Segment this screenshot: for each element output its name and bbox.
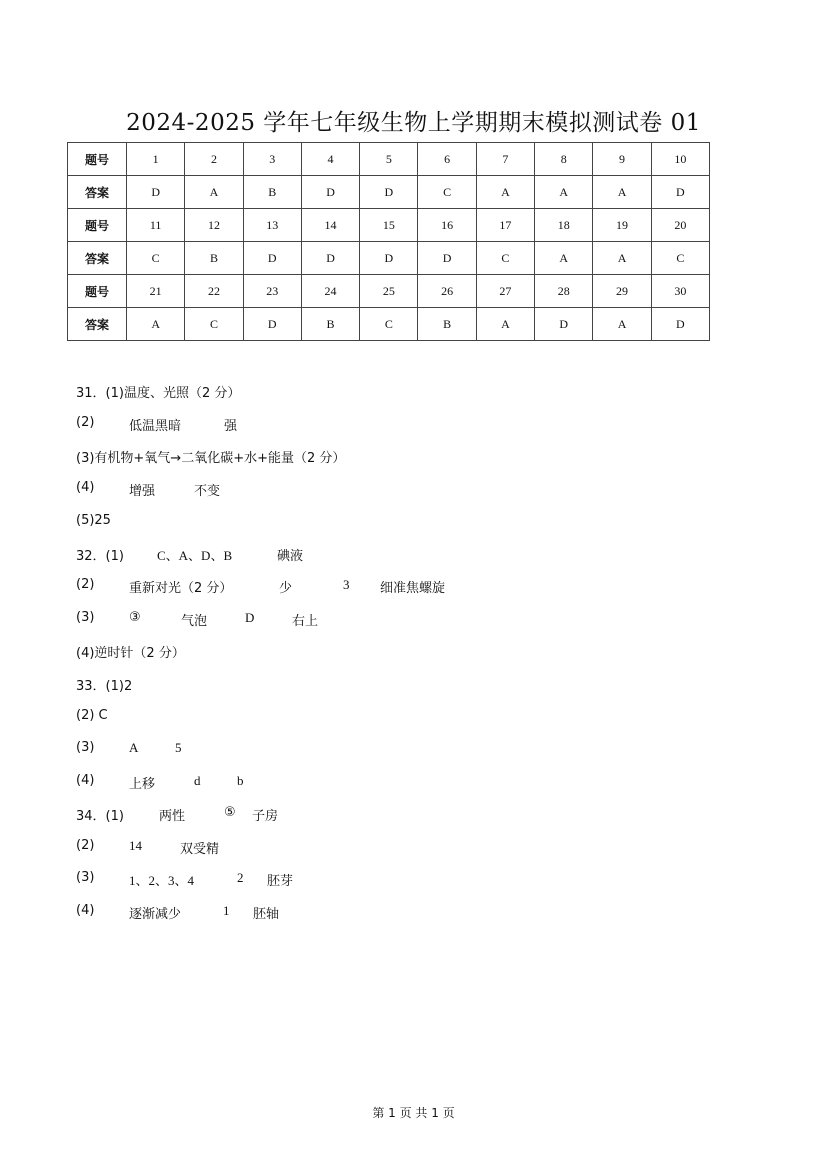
table-cell: 16 xyxy=(418,209,476,242)
table-cell: 26 xyxy=(418,275,476,308)
row-label: 题号 xyxy=(68,143,127,176)
table-cell: D xyxy=(535,308,593,341)
table-cell: D xyxy=(651,308,709,341)
table-cell: 27 xyxy=(476,275,534,308)
table-cell: A xyxy=(535,242,593,275)
table-cell: 8 xyxy=(535,143,593,176)
table-cell: A xyxy=(127,308,185,341)
table-cell: 2 xyxy=(185,143,243,176)
document-title: 2024-2025 学年七年级生物上学期期末模拟测试卷 01 xyxy=(126,110,701,136)
table-cell: D xyxy=(127,176,185,209)
table-cell: D xyxy=(418,242,476,275)
table-cell: 29 xyxy=(593,275,651,308)
table-cell: 30 xyxy=(651,275,709,308)
answer-table xyxy=(67,142,710,341)
table-cell: C xyxy=(185,308,243,341)
table-cell: A xyxy=(593,242,651,275)
table-cell: 9 xyxy=(593,143,651,176)
table-cell: 18 xyxy=(535,209,593,242)
table-cell: C xyxy=(418,176,476,209)
table-cell: D xyxy=(243,242,301,275)
table-row xyxy=(68,209,710,242)
table-cell: 17 xyxy=(476,209,534,242)
table-cell: B xyxy=(301,308,359,341)
table-cell: 10 xyxy=(651,143,709,176)
table-cell: 20 xyxy=(651,209,709,242)
table-cell: A xyxy=(593,308,651,341)
table-cell: B xyxy=(418,308,476,341)
table-cell: 4 xyxy=(301,143,359,176)
table-cell: D xyxy=(360,242,418,275)
row-label: 题号 xyxy=(68,209,127,242)
table-cell: 22 xyxy=(185,275,243,308)
table-cell: D xyxy=(243,308,301,341)
table-cell: 7 xyxy=(476,143,534,176)
table-cell: A xyxy=(476,176,534,209)
table-cell: C xyxy=(476,242,534,275)
table-cell: 19 xyxy=(593,209,651,242)
table-cell: 1 xyxy=(127,143,185,176)
table-cell: A xyxy=(476,308,534,341)
table-row xyxy=(68,242,710,275)
table-cell: 21 xyxy=(127,275,185,308)
table-cell: 25 xyxy=(360,275,418,308)
table-cell: C xyxy=(127,242,185,275)
table-cell: 6 xyxy=(418,143,476,176)
row-label: 答案 xyxy=(68,308,127,341)
table-cell: A xyxy=(185,176,243,209)
table-cell: 14 xyxy=(301,209,359,242)
table-cell: D xyxy=(301,242,359,275)
table-row xyxy=(68,308,710,341)
table-cell: 15 xyxy=(360,209,418,242)
table-cell: B xyxy=(243,176,301,209)
table-row xyxy=(68,143,710,176)
table-cell: A xyxy=(535,176,593,209)
table-row xyxy=(68,275,710,308)
table-cell: 24 xyxy=(301,275,359,308)
table-cell: 5 xyxy=(360,143,418,176)
table-cell: 23 xyxy=(243,275,301,308)
table-cell: 12 xyxy=(185,209,243,242)
row-label: 题号 xyxy=(68,275,127,308)
table-cell: D xyxy=(301,176,359,209)
page-footer: 第 1 页 共 1 页 xyxy=(372,1106,455,1120)
row-label: 答案 xyxy=(68,176,127,209)
table-cell: D xyxy=(360,176,418,209)
table-cell: 11 xyxy=(127,209,185,242)
table-cell: 13 xyxy=(243,209,301,242)
table-cell: A xyxy=(593,176,651,209)
table-cell: D xyxy=(651,176,709,209)
table-cell: 3 xyxy=(243,143,301,176)
row-label: 答案 xyxy=(68,242,127,275)
table-cell: 28 xyxy=(535,275,593,308)
table-cell: C xyxy=(651,242,709,275)
table-cell: B xyxy=(185,242,243,275)
table-cell: C xyxy=(360,308,418,341)
table-row xyxy=(68,176,710,209)
